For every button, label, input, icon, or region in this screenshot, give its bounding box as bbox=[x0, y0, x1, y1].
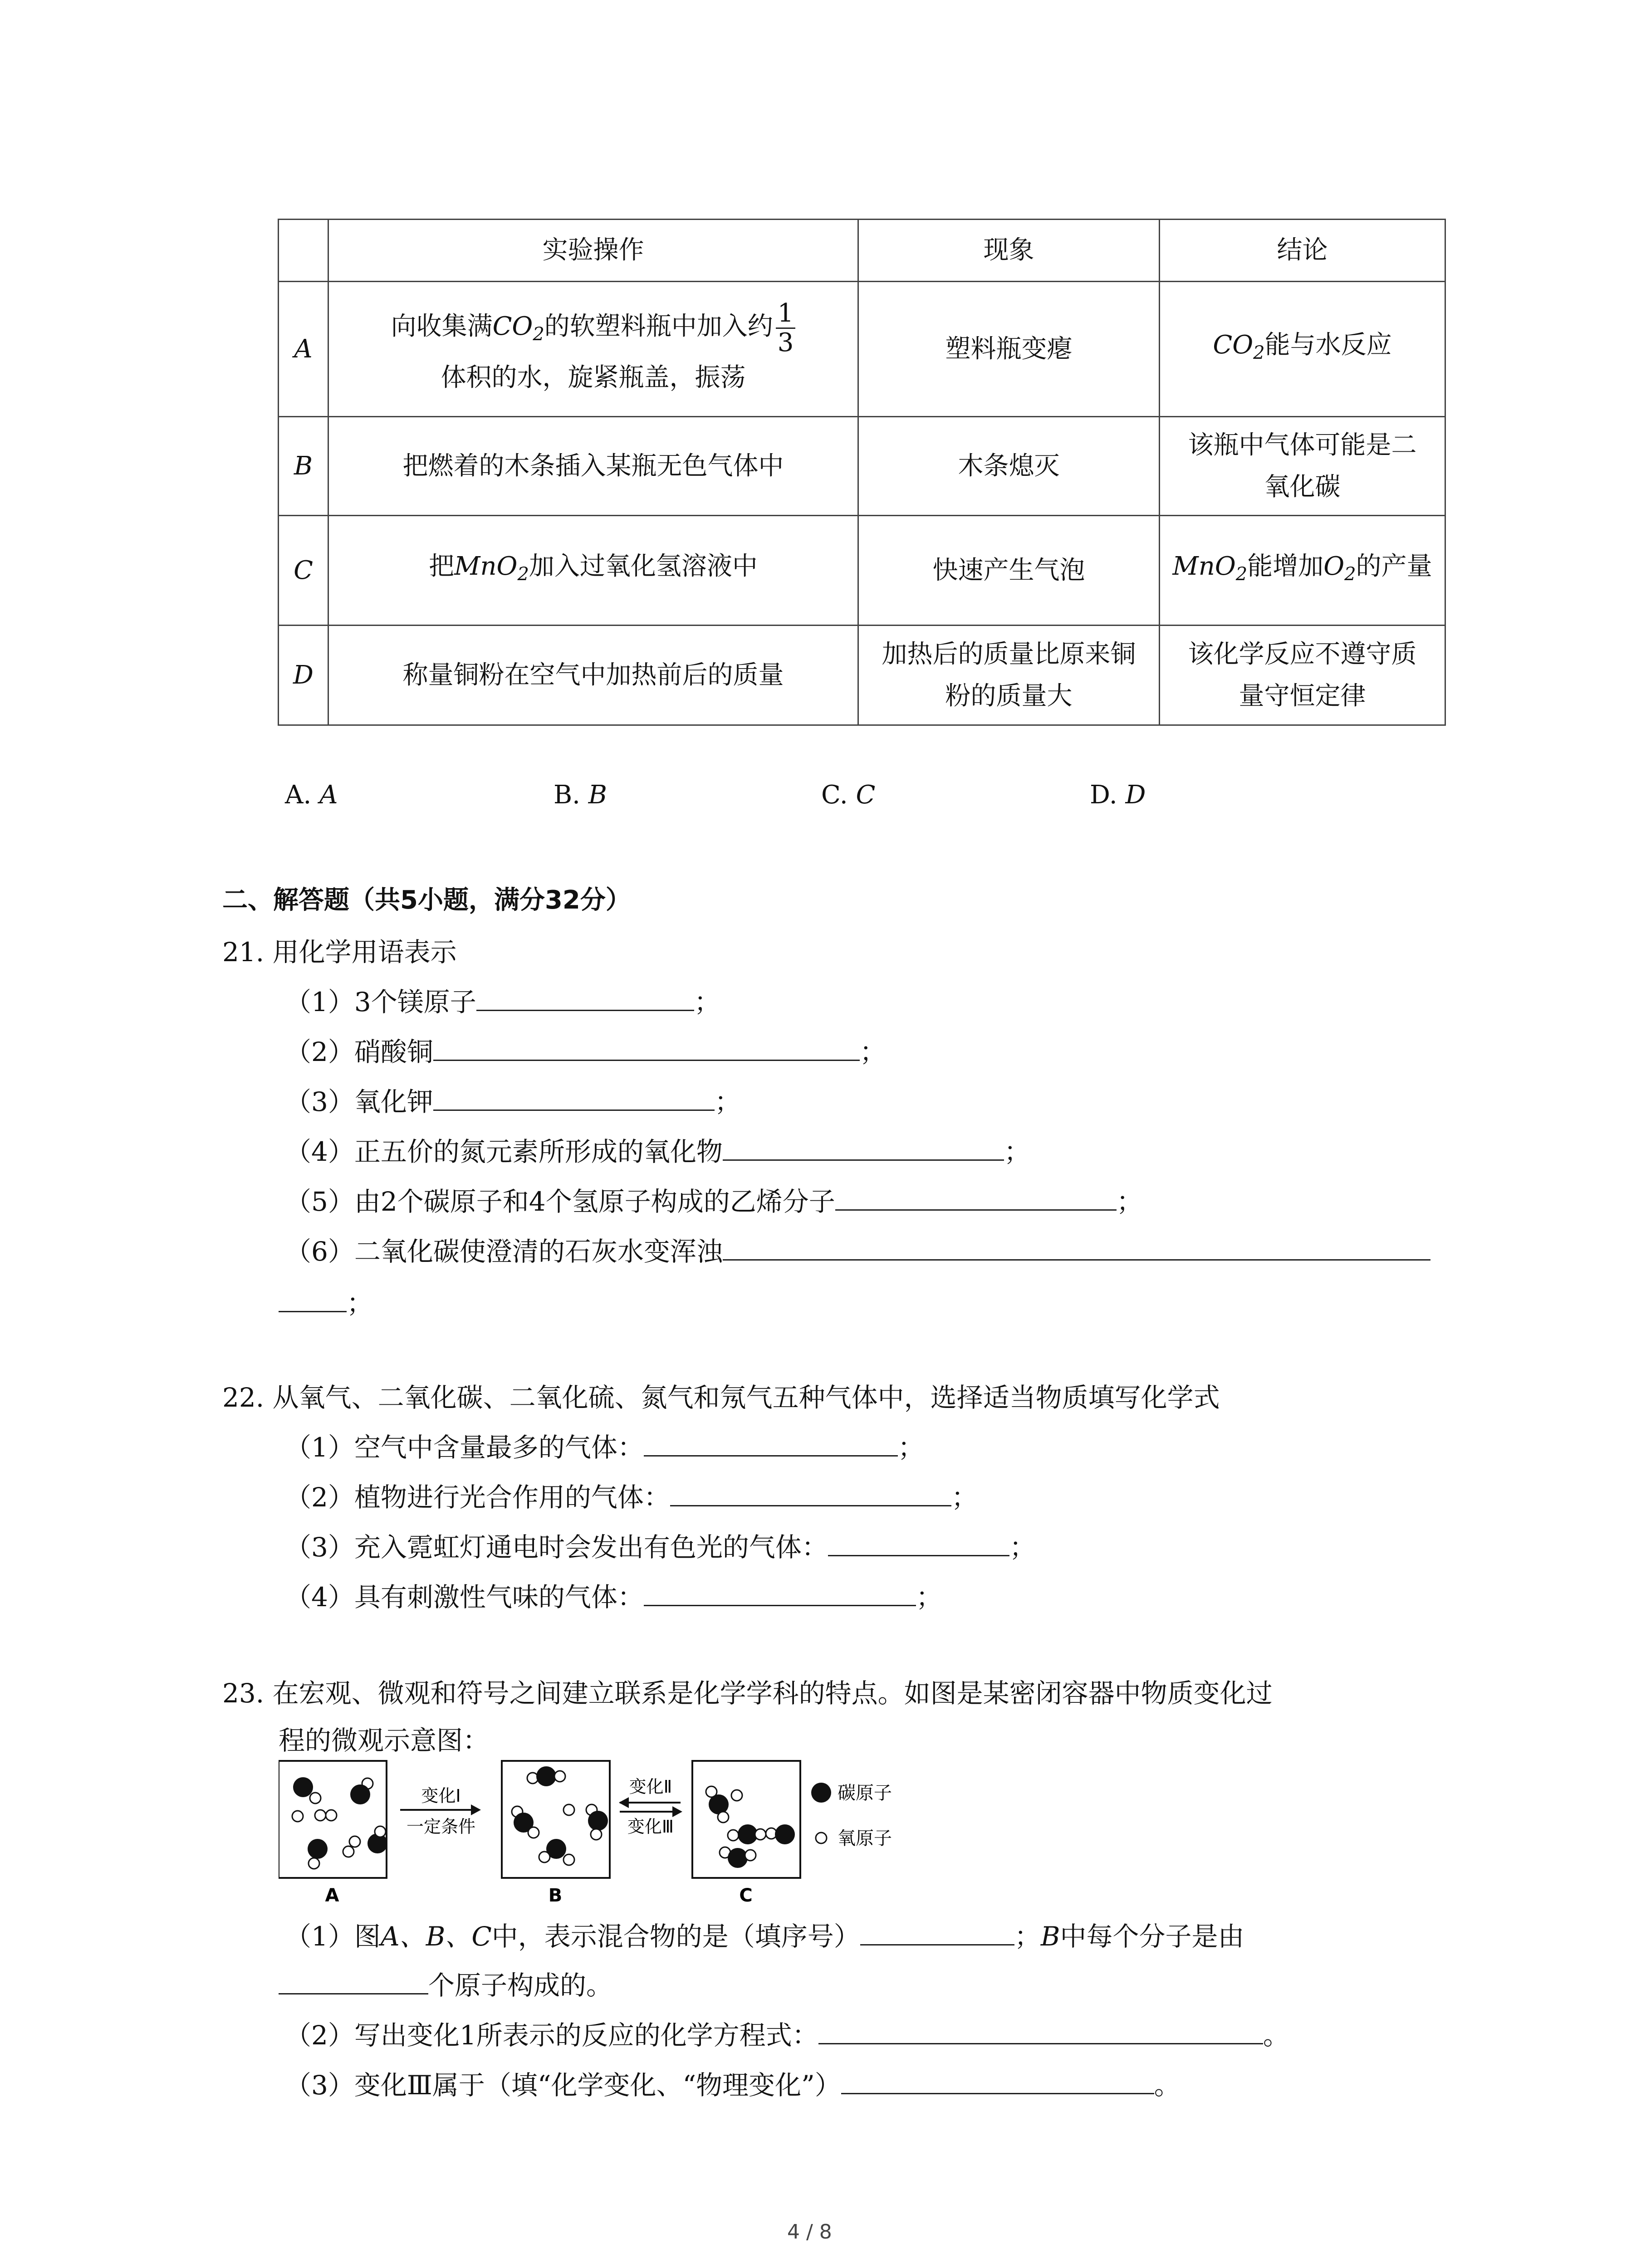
oxygen-atom bbox=[718, 1812, 729, 1823]
experiment-table bbox=[278, 219, 1446, 726]
row-operation: 把燃着的木条插入某瓶无色气体中 bbox=[328, 417, 858, 516]
table-row bbox=[279, 282, 1445, 417]
answer-blank[interactable] bbox=[670, 1477, 951, 1506]
legend-carbon-label: 碳原子 bbox=[838, 1783, 892, 1804]
arrow2-top-label: 变化Ⅱ bbox=[629, 1777, 672, 1797]
answer-blank[interactable] bbox=[433, 1081, 715, 1111]
q21-item: （3）氧化钾 ； bbox=[285, 1080, 741, 1119]
legend-oxygen-icon bbox=[816, 1833, 827, 1843]
q21-item-continued: ； bbox=[279, 1282, 373, 1320]
q22-item: （3）充入霓虹灯通电时会发出有色光的气体： ； bbox=[285, 1526, 1036, 1564]
arrow1-head bbox=[471, 1804, 481, 1815]
q21-item: （4）正五价的氮元素所形成的氧化物 ； bbox=[285, 1130, 1030, 1168]
q22-item: （4）具有刺激性气味的气体： ； bbox=[285, 1576, 942, 1614]
row-label: B bbox=[279, 417, 328, 516]
carbon-atom bbox=[588, 1811, 608, 1831]
answer-blank[interactable] bbox=[723, 1131, 1004, 1161]
choice-a[interactable]: A. A bbox=[285, 780, 338, 810]
oxygen-atom bbox=[539, 1852, 550, 1862]
carbon-atom bbox=[350, 1784, 370, 1804]
row-phenomenon: 快速产生气泡 bbox=[858, 516, 1160, 626]
q21-item: （1）3个镁原子 ； bbox=[285, 981, 720, 1019]
row-phenomenon: 塑料瓶变瘪 bbox=[858, 282, 1160, 417]
answer-blank[interactable] bbox=[433, 1031, 860, 1061]
arrow1-top-label: 变化Ⅰ bbox=[421, 1786, 461, 1806]
row-label: D bbox=[279, 626, 328, 725]
answer-blank[interactable] bbox=[835, 1181, 1117, 1211]
arrow3-bottom-label: 变化Ⅲ bbox=[627, 1817, 674, 1837]
row-phenomenon: 加热后的质量比原来铜粉的质量大 bbox=[858, 626, 1160, 725]
choice-c[interactable]: C. C bbox=[821, 780, 876, 810]
q22-item: （1）空气中含量最多的气体： ； bbox=[285, 1426, 924, 1464]
oxygen-atom bbox=[315, 1810, 326, 1821]
answer-blank[interactable] bbox=[279, 1965, 428, 1994]
answer-blank[interactable] bbox=[860, 1916, 1014, 1945]
row-conclusion: $CO_2$能与水反应 bbox=[1160, 282, 1445, 417]
choice-b[interactable]: B. B bbox=[554, 780, 607, 810]
q22-item: （2）植物进行光合作用的气体： ； bbox=[285, 1476, 978, 1514]
q23-sub1-line2: 个原子构成的。 bbox=[279, 1964, 612, 2002]
q21-item: （2）硝酸铜 ； bbox=[285, 1031, 886, 1069]
box-label-c: C bbox=[739, 1885, 753, 1906]
oxygen-atom bbox=[292, 1811, 303, 1822]
q21-item: （6）二氧化碳使澄清的石灰水变浑浊 bbox=[285, 1230, 1430, 1268]
row-operation: 向收集满$CO_2$的软塑料瓶中加入约 $\frac{1}{3}$ 体积的水，旋紧瓶盖，振荡 bbox=[328, 282, 858, 417]
oxygen-atom bbox=[310, 1793, 321, 1804]
q23-sub2: （2）写出变化1所表示的反应的化学方程式： 。 bbox=[285, 2014, 1289, 2052]
row-operation: 称量铜粉在空气中加热前后的质量 bbox=[328, 626, 858, 725]
q22-stem: 22. 从氧气、二氧化碳、二氧化硫、氮气和氖气五种气体中，选择适当物质填写化学式 bbox=[222, 1382, 1220, 1413]
row-conclusion: 该瓶中气体可能是二氧化碳 bbox=[1160, 417, 1445, 516]
legend-oxygen-label: 氧原子 bbox=[838, 1828, 892, 1849]
row-label: C bbox=[279, 516, 328, 626]
oxygen-atom bbox=[349, 1836, 360, 1847]
table-header-cell bbox=[279, 220, 328, 282]
microscopic-diagram bbox=[279, 1760, 986, 1914]
q23-sub3: （3）变化Ⅲ属于（填“化学变化、“物理变化”） 。 bbox=[285, 2064, 1181, 2102]
q21-item: （5）由2个碳原子和4个氢原子构成的乙烯分子 ； bbox=[285, 1180, 1143, 1218]
choice-d[interactable]: D. D bbox=[1090, 780, 1146, 810]
table-header-operation: 实验操作 bbox=[328, 220, 858, 282]
row-label: A bbox=[279, 282, 328, 417]
oxygen-atom bbox=[326, 1810, 337, 1821]
oxygen-atom bbox=[528, 1827, 539, 1838]
legend-carbon-icon bbox=[811, 1783, 831, 1803]
carbon-atom bbox=[709, 1794, 729, 1814]
oxygen-atom bbox=[591, 1829, 602, 1840]
answer-blank[interactable] bbox=[723, 1231, 1430, 1261]
q23-stem: 23. 在宏观、微观和符号之间建立联系是化学学科的特点。如图是某密闭容器中物质变化过 bbox=[222, 1678, 1273, 1709]
q23-stem-line2: 程的微观示意图： bbox=[279, 1725, 490, 1756]
arrow3-head bbox=[672, 1806, 682, 1817]
row-operation: 把MnO$_2$加入过氧化氢溶液中 bbox=[328, 516, 858, 626]
oxygen-atom bbox=[563, 1804, 574, 1815]
carbon-atom bbox=[308, 1839, 328, 1859]
box-b-molecules bbox=[512, 1766, 608, 1865]
oxygen-atom bbox=[554, 1771, 565, 1782]
carbon-atom bbox=[293, 1777, 313, 1797]
carbon-atom bbox=[775, 1824, 795, 1844]
q23-sub1: （1）图A、B、C中，表示混合物的是（填序号） ；B中每个分子是由 bbox=[285, 1915, 1244, 1953]
box-c-molecules bbox=[706, 1786, 795, 1868]
oxygen-atom bbox=[755, 1829, 766, 1840]
arrow1-bottom-label: 一定条件 bbox=[406, 1817, 476, 1837]
carbon-atom bbox=[728, 1848, 748, 1868]
box-label-b: B bbox=[548, 1885, 563, 1906]
table-header-row bbox=[279, 220, 1445, 282]
table-row bbox=[279, 626, 1445, 725]
table-row bbox=[279, 417, 1445, 516]
carbon-atom bbox=[536, 1766, 556, 1786]
table-header-phenomenon: 现象 bbox=[858, 220, 1160, 282]
answer-blank[interactable] bbox=[644, 1577, 916, 1606]
oxygen-atom bbox=[731, 1790, 742, 1801]
fraction: $\frac{1}{3}$ bbox=[776, 299, 796, 357]
box-label-a: A bbox=[325, 1885, 339, 1906]
section-title: 二、解答题（共5小题，满分32分） bbox=[222, 885, 631, 915]
table-header-conclusion: 结论 bbox=[1160, 220, 1445, 282]
oxygen-atom bbox=[375, 1826, 386, 1837]
oxygen-atom bbox=[309, 1858, 319, 1869]
oxygen-atom bbox=[343, 1846, 354, 1857]
answer-blank[interactable] bbox=[644, 1427, 898, 1457]
oxygen-atom bbox=[563, 1854, 574, 1865]
answer-blank[interactable] bbox=[841, 2065, 1154, 2094]
row-phenomenon: 木条熄灭 bbox=[858, 417, 1160, 516]
oxygen-atom bbox=[728, 1830, 739, 1841]
table-row bbox=[279, 516, 1445, 626]
box-a-molecules bbox=[292, 1777, 387, 1869]
page-number: 4 / 8 bbox=[787, 2220, 832, 2244]
answer-blank[interactable] bbox=[818, 2015, 1263, 2044]
oxygen-atom bbox=[745, 1850, 756, 1861]
q21-stem: 21. 用化学用语表示 bbox=[222, 937, 457, 968]
answer-blank[interactable] bbox=[828, 1527, 1009, 1556]
row-conclusion: MnO$_2$能增加$O_2$的产量 bbox=[1160, 516, 1445, 626]
row-conclusion: 该化学反应不遵守质量守恒定律 bbox=[1160, 626, 1445, 725]
answer-blank[interactable] bbox=[476, 982, 694, 1011]
answer-blank[interactable] bbox=[279, 1283, 347, 1312]
arrow2-head bbox=[619, 1797, 629, 1808]
